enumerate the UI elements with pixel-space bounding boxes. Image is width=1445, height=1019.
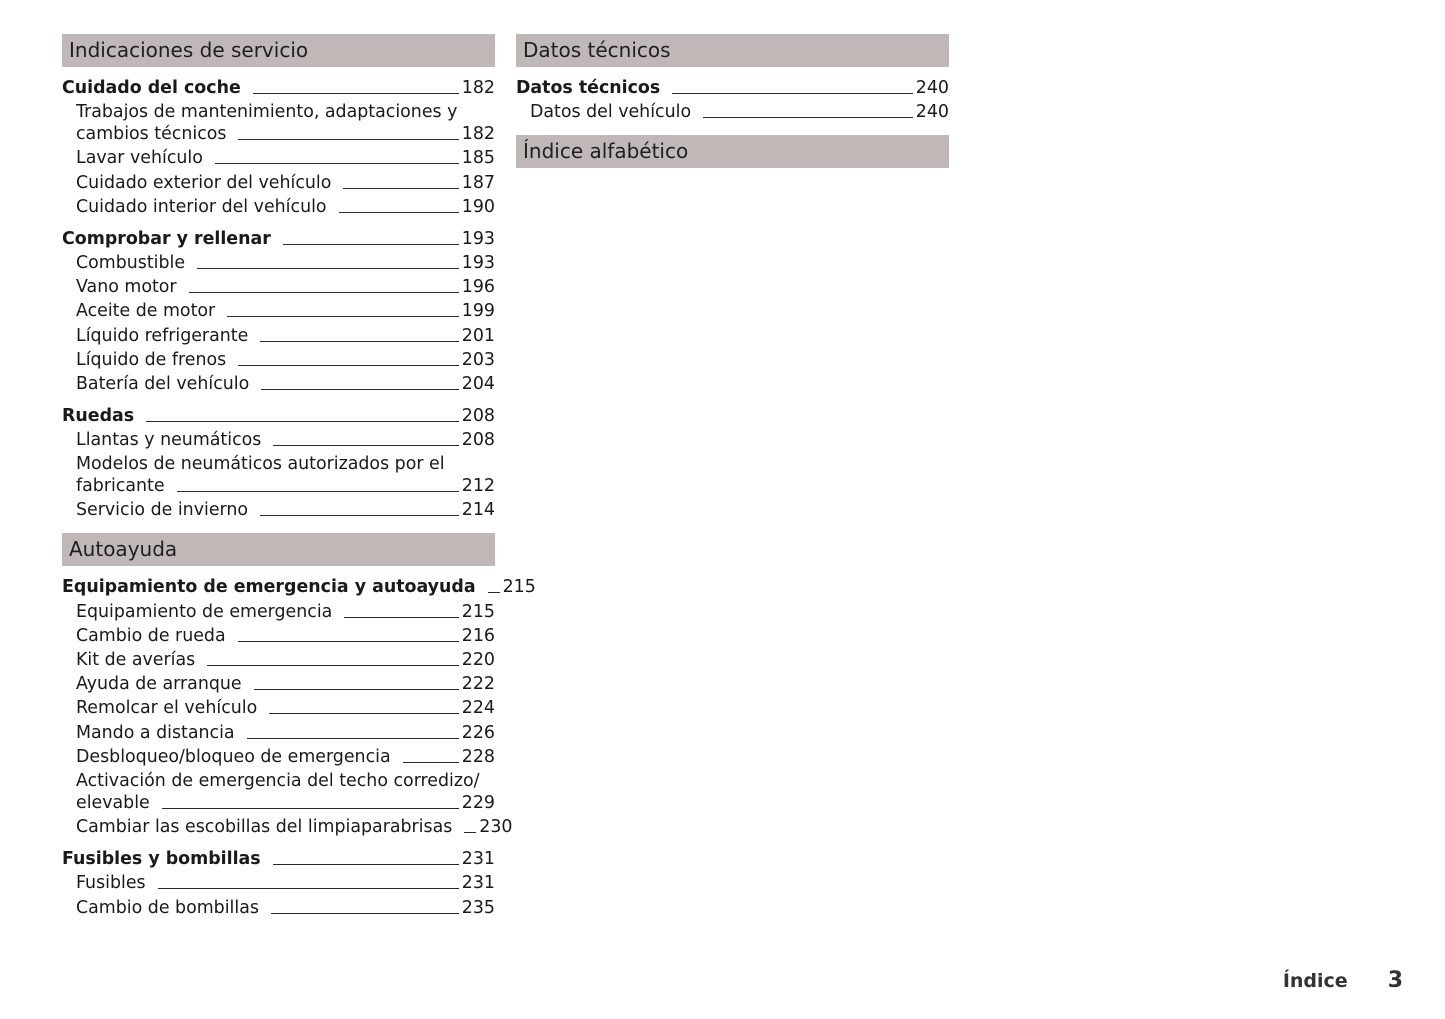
toc-entry-cambio-bombillas[interactable]: Cambio de bombillas 235: [76, 897, 495, 918]
toc-entry-datos-tecnicos[interactable]: Datos técnicos 240: [516, 78, 949, 98]
toc-entry-equipamiento-emergencia[interactable]: Equipamiento de emergencia 215: [76, 601, 495, 622]
right-column: [516, 34, 949, 168]
toc-entry-cuidado-interior[interactable]: Cuidado interior del vehículo 190: [76, 196, 495, 217]
toc-entry-desbloqueo-emergencia[interactable]: Desbloqueo/bloqueo de emergencia 228: [76, 746, 495, 767]
footer-label: Índice: [1282, 970, 1348, 992]
left-column: [62, 34, 536, 921]
toc-entry-fusibles[interactable]: Fusibles 231: [76, 873, 495, 894]
toc-entry-combustible[interactable]: Combustible 193: [76, 252, 495, 273]
toc-group-fusibles: [62, 848, 495, 918]
page-footer: [1283, 968, 1403, 993]
toc-entry-modelos-neumaticos[interactable]: Modelos de neumáticos autorizados por el fabricante 212: [76, 454, 495, 497]
toc-entry-mando-distancia[interactable]: Mando a distancia 226: [76, 722, 495, 743]
section-header-indice-alfabetico[interactable]: Índice alfabético: [516, 135, 949, 168]
toc-group-cuidado: [62, 77, 495, 218]
page-number: 3: [1387, 968, 1403, 993]
toc-entry-escobillas[interactable]: Cambiar las escobillas del limpiaparabrisas 230: [76, 817, 513, 838]
section-header-autoayuda: Autoayuda: [62, 533, 495, 566]
toc-group-comprobar: [62, 228, 495, 395]
toc-entry-liquido-frenos[interactable]: Líquido de frenos 203: [76, 349, 495, 370]
toc-entry-cuidado-del-coche[interactable]: Cuidado del coche 182: [62, 78, 495, 98]
toc-entry-ayuda-arranque[interactable]: Ayuda de arranque 222: [76, 674, 495, 695]
toc-entry-equipamiento-emergencia-autoayuda[interactable]: Equipamiento de emergencia y autoayuda 215: [62, 577, 536, 598]
toc-entry-ruedas[interactable]: Ruedas 208: [62, 405, 495, 426]
toc-group-datos: [516, 77, 949, 123]
toc-entry-cuidado-exterior[interactable]: Cuidado exterior del vehículo 187: [76, 172, 495, 193]
toc-entry-datos-vehiculo[interactable]: Datos del vehículo 240: [530, 102, 949, 123]
toc-entry-remolcar-vehiculo[interactable]: Remolcar el vehículo 224: [76, 698, 495, 719]
toc-entry-activacion-techo[interactable]: Activación de emergencia del techo corredizo/ elevable 229: [76, 770, 495, 813]
toc-entry-aceite-motor[interactable]: Aceite de motor 199: [76, 301, 495, 322]
toc-entry-kit-averias[interactable]: Kit de averías 220: [76, 650, 495, 670]
toc-group-equipamiento: [62, 576, 536, 838]
toc-entry-bateria-vehiculo[interactable]: Batería del vehículo 204: [76, 373, 495, 394]
toc-entry-servicio-invierno[interactable]: Servicio de invierno 214: [76, 500, 495, 521]
toc-entry-cambio-rueda[interactable]: Cambio de rueda 216: [76, 625, 495, 646]
toc-entry-comprobar-y-rellenar[interactable]: Comprobar y rellenar 193: [62, 228, 495, 249]
toc-group-ruedas: [62, 405, 495, 522]
toc-entry-trabajos-mantenimiento[interactable]: Trabajos de mantenimiento, adaptaciones y cambios técnicos 182: [76, 102, 495, 145]
toc-entry-lavar-vehiculo[interactable]: Lavar vehículo 185: [76, 148, 495, 169]
toc-entry-liquido-refrigerante[interactable]: Líquido refrigerante 201: [76, 325, 495, 346]
toc-entry-fusibles-bombillas[interactable]: Fusibles y bombillas 231: [62, 849, 495, 870]
section-header-datos-tecnicos: Datos técnicos: [516, 34, 949, 67]
toc-entry-vano-motor[interactable]: Vano motor 196: [76, 277, 495, 298]
section-header-indicaciones: Indicaciones de servicio: [62, 34, 495, 67]
toc-entry-llantas-neumaticos[interactable]: Llantas y neumáticos 208: [76, 430, 495, 451]
